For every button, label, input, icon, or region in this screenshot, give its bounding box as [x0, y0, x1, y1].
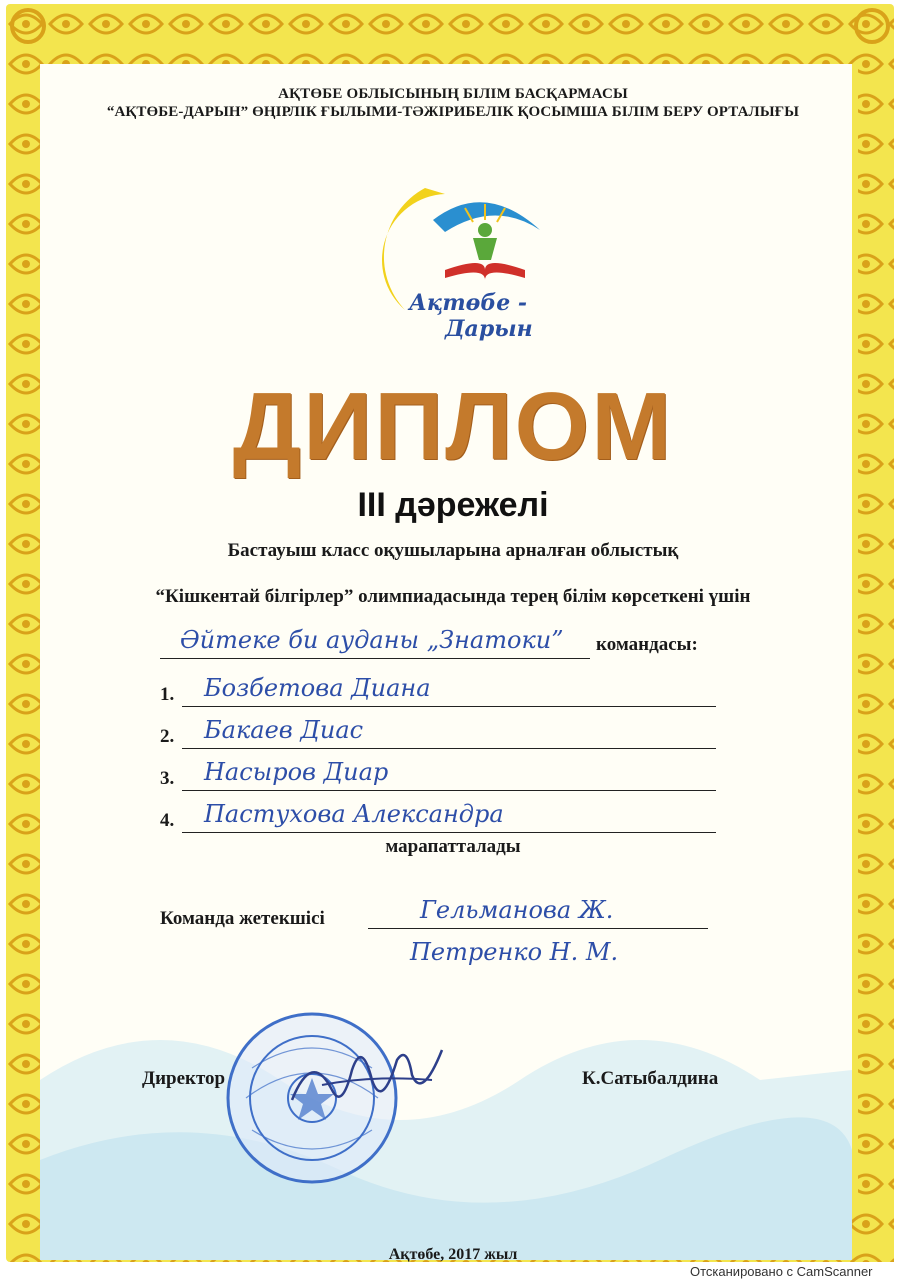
member-underline [182, 706, 716, 707]
member-number: 1. [160, 684, 175, 705]
logo-text-daryn: Дарын [445, 316, 533, 342]
member-name-handwritten: Бакаев Диас [204, 716, 364, 744]
member-name-handwritten: Бозбетова Диана [204, 674, 431, 702]
header-center-name: “АҚТӨБЕ-ДАРЫН” ӨҢІРЛІК ҒЫЛЫМИ-ТӘЖІРИБЕЛІК ҚОСЫМША БІЛІМ БЕРУ ОРТАЛЫҒЫ [106, 104, 800, 120]
member-row [160, 718, 720, 752]
member-name-handwritten: Насыров Диар [204, 758, 389, 786]
team-leader-label: Команда жетекшісі [160, 908, 325, 929]
team-leader-name-handwritten: Гельманова Ж. [420, 896, 614, 924]
footer-place-year: Ақтөбе, 2017 жыл [388, 1246, 518, 1263]
member-row [160, 802, 720, 836]
member-underline [182, 790, 716, 791]
team-name-handwritten: Әйтеке би ауданы „Знатоки” [180, 626, 564, 654]
member-number: 3. [160, 768, 175, 789]
aktobe-daryn-logo [345, 160, 575, 360]
diploma-description-line2: “Кішкентай білгірлер” олимпиадасында терең білім көрсеткені үшін [155, 586, 751, 607]
awarded-text: марапатталады [385, 836, 521, 857]
member-underline [182, 832, 716, 833]
member-number: 4. [160, 810, 175, 831]
header-organization: АҚТӨБЕ ОБЛЫСЫНЫҢ БІЛІМ БАСҚАРМАСЫ [278, 86, 628, 102]
member-underline [182, 748, 716, 749]
logo-text-aktobe: Ақтөбе - [409, 290, 528, 316]
team-suffix: командасы: [596, 634, 698, 655]
team-leader-underline [368, 928, 708, 929]
director-label: Директор [142, 1068, 226, 1089]
team-underline [160, 658, 590, 659]
member-name-handwritten: Пастухова Александра [204, 800, 504, 828]
member-row [160, 676, 720, 710]
team-row [160, 628, 780, 662]
director-signature [282, 1030, 452, 1120]
director-name: К.Сатыбалдина [582, 1068, 719, 1089]
diploma-title: ДИПЛОМ [232, 373, 674, 480]
diploma-description-line1: Бастауыш класс оқушыларына арналған облыстық [227, 540, 679, 561]
member-number: 2. [160, 726, 175, 747]
scanner-watermark: Отсканировано с CamScanner [690, 1264, 873, 1279]
diploma-degree: ІІІ дәрежелі [357, 486, 549, 524]
team-leader-name2-handwritten: Петренко Н. М. [410, 938, 619, 966]
member-row [160, 760, 720, 794]
